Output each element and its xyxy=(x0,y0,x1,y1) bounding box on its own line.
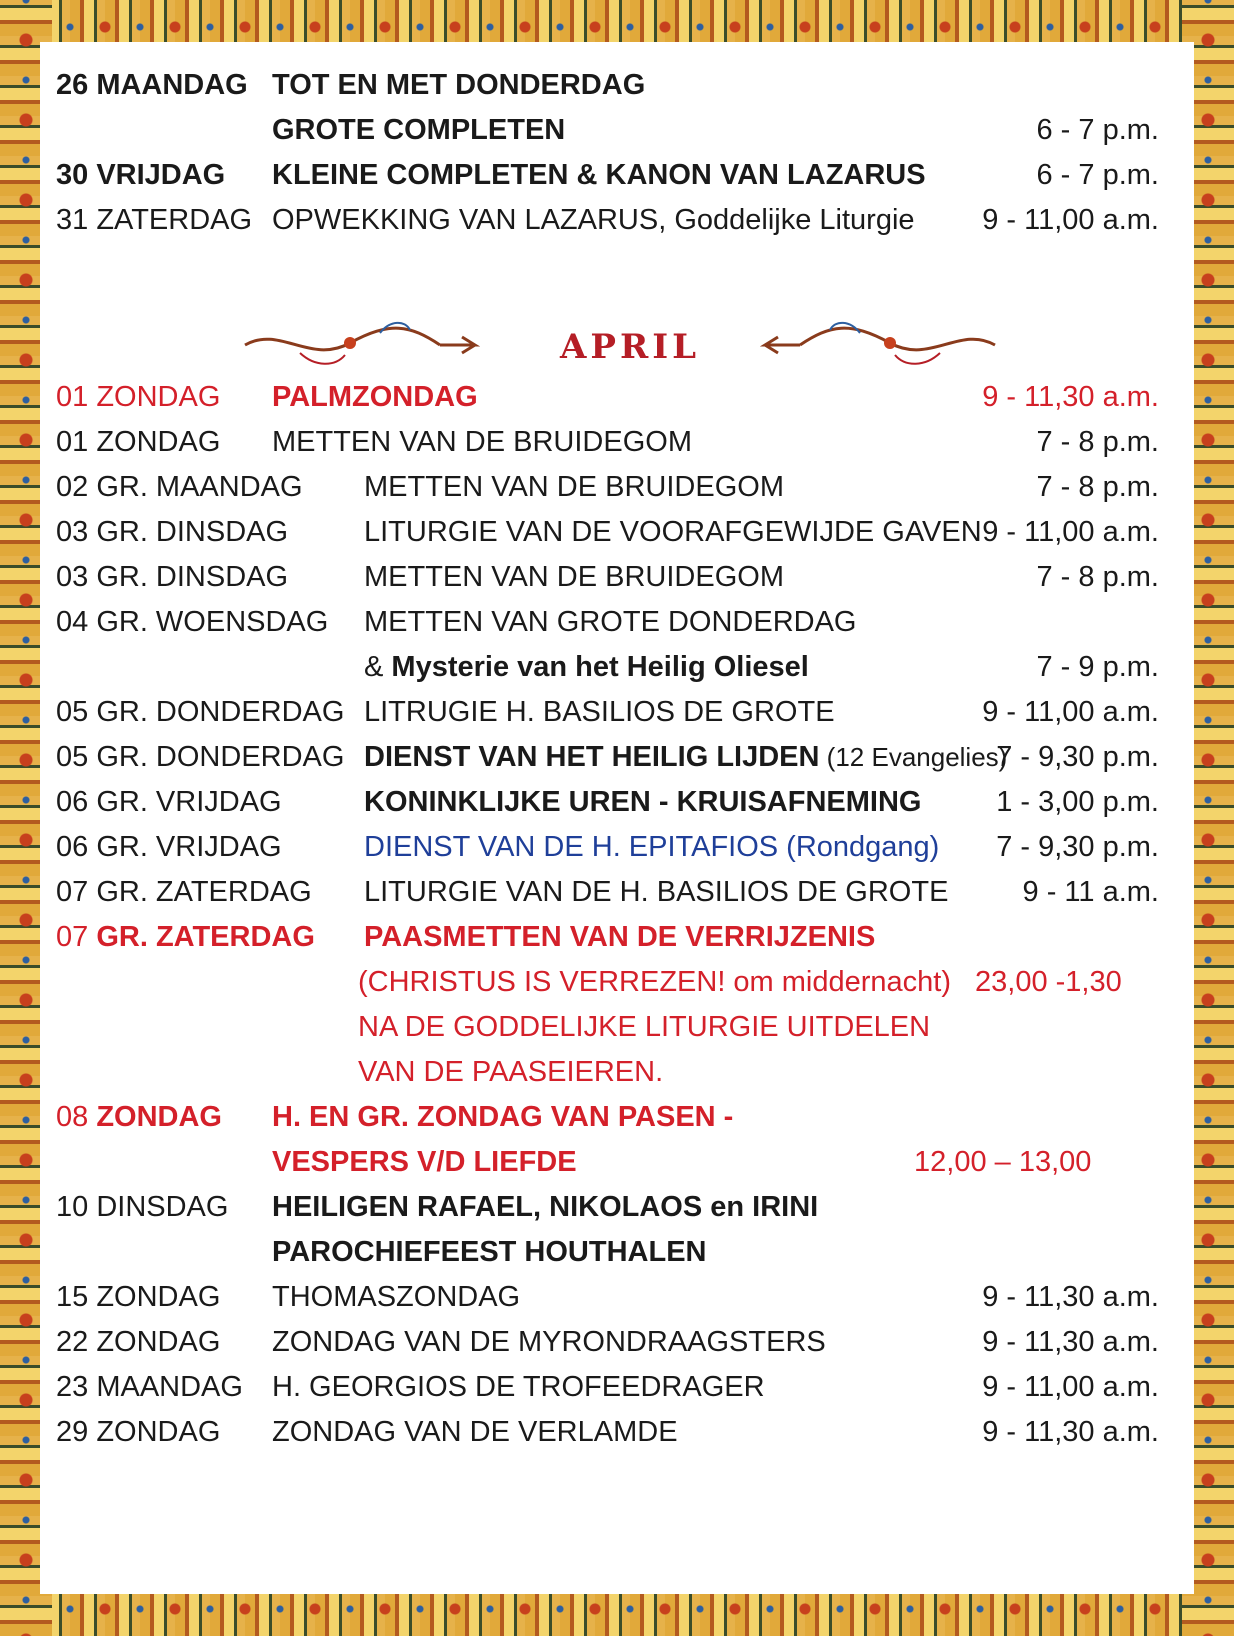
row-event xyxy=(364,647,809,687)
row-event-prefix: & xyxy=(364,651,392,683)
schedule-row xyxy=(0,1142,1234,1182)
row-event: NA DE GODDELIJKE LITURGIE UITDELEN xyxy=(358,1011,931,1043)
schedule-row xyxy=(0,1322,1234,1362)
row-time: 7 - 8 p.m. xyxy=(1036,561,1159,593)
row-event: GROTE COMPLETEN xyxy=(272,114,566,146)
row-event: METTEN VAN DE BRUIDEGOM xyxy=(364,471,784,503)
row-date: 10 DINSDAG xyxy=(56,1191,229,1223)
row-date: 22 ZONDAG xyxy=(56,1326,221,1358)
schedule-row xyxy=(0,467,1234,507)
row-time: 7 - 8 p.m. xyxy=(1036,426,1159,458)
row-event: DIENST VAN DE H. EPITAFIOS (Rondgang) xyxy=(364,831,940,863)
row-date: 06 GR. VRIJDAG xyxy=(56,831,282,863)
row-event: H. EN GR. ZONDAG VAN PASEN - xyxy=(272,1101,734,1133)
row-event: PALMZONDAG xyxy=(272,381,478,413)
row-time: 7 - 9,30 p.m. xyxy=(996,831,1159,863)
row-time: 9 - 11,00 a.m. xyxy=(982,1371,1159,1403)
row-time: 7 - 9,30 p.m. xyxy=(996,741,1159,773)
row-time: 9 - 11,30 a.m. xyxy=(982,1416,1159,1448)
row-time: 6 - 7 p.m. xyxy=(1036,114,1159,146)
row-date: 31 ZATERDAG xyxy=(56,204,253,236)
schedule-row xyxy=(0,1232,1234,1272)
schedule-row xyxy=(0,512,1234,552)
row-date-number: 08 xyxy=(56,1101,89,1133)
row-event: VAN DE PAASEIEREN. xyxy=(358,1056,664,1088)
row-date: 05 GR. DONDERDAG xyxy=(56,741,345,773)
row-date: 15 ZONDAG xyxy=(56,1281,221,1313)
schedule-row xyxy=(0,782,1234,822)
row-time: 9 - 11,00 a.m. xyxy=(982,696,1159,728)
row-date xyxy=(56,1097,222,1137)
row-event: THOMASZONDAG xyxy=(272,1281,521,1313)
row-date-number: 07 xyxy=(56,921,89,953)
schedule-row xyxy=(0,557,1234,597)
schedule-row xyxy=(0,647,1234,687)
schedule-row xyxy=(0,962,1234,1002)
schedule-row xyxy=(0,917,1234,957)
row-time: 9 - 11,30 a.m. xyxy=(982,381,1159,413)
schedule-row xyxy=(0,1412,1234,1452)
schedule-row xyxy=(0,737,1234,777)
schedule-row xyxy=(0,1052,1234,1092)
row-date: 03 GR. DINSDAG xyxy=(56,561,289,593)
schedule-row xyxy=(0,1367,1234,1407)
row-time: 1 - 3,00 p.m. xyxy=(996,786,1159,818)
row-date-day: ZONDAG xyxy=(96,1101,222,1133)
row-date: 06 GR. VRIJDAG xyxy=(56,786,282,818)
row-event-main: Mysterie van het Heilig Oliesel xyxy=(391,651,809,683)
schedule-row xyxy=(0,377,1234,417)
schedule-row xyxy=(0,200,1234,240)
row-time: 9 - 11,00 a.m. xyxy=(982,204,1159,236)
row-event: ZONDAG VAN DE MYRONDRAAGSTERS xyxy=(272,1326,826,1358)
row-date: 01 ZONDAG xyxy=(56,381,221,413)
schedule-row xyxy=(0,872,1234,912)
row-event: LITRUGIE H. BASILIOS DE GROTE xyxy=(364,696,835,728)
row-event: LITURGIE VAN DE VOORAFGEWIJDE GAVEN xyxy=(364,516,982,548)
schedule-row xyxy=(0,827,1234,867)
row-date: 07 GR. ZATERDAG xyxy=(56,876,312,908)
row-time: 7 - 9 p.m. xyxy=(1036,651,1159,683)
schedule-row xyxy=(0,155,1234,195)
row-time: 7 - 8 p.m. xyxy=(1036,471,1159,503)
row-event: VESPERS V/D LIEFDE xyxy=(272,1146,577,1178)
row-time: 9 - 11,30 a.m. xyxy=(982,1281,1159,1313)
left-flourish-ornament xyxy=(240,315,480,375)
row-event: METTEN VAN GROTE DONDERDAG xyxy=(364,606,857,638)
row-date: 26 MAANDAG xyxy=(56,69,248,101)
row-event: ZONDAG VAN DE VERLAMDE xyxy=(272,1416,678,1448)
row-date: 23 MAANDAG xyxy=(56,1371,243,1403)
schedule-row xyxy=(0,110,1234,150)
row-date: 03 GR. DINSDAG xyxy=(56,516,289,548)
row-event: PAASMETTEN VAN DE VERRIJZENIS xyxy=(364,921,876,953)
row-event: METTEN VAN DE BRUIDEGOM xyxy=(272,426,692,458)
schedule-row xyxy=(0,1187,1234,1227)
row-time: 23,00 -1,30 xyxy=(975,966,1122,998)
row-date: 29 ZONDAG xyxy=(56,1416,221,1448)
month-title: APRIL xyxy=(560,327,701,367)
row-event: LITURGIE VAN DE H. BASILIOS DE GROTE xyxy=(364,876,949,908)
row-date: 05 GR. DONDERDAG xyxy=(56,696,345,728)
schedule-row xyxy=(0,422,1234,462)
row-event: KONINKLIJKE UREN - KRUISAFNEMING xyxy=(364,786,922,818)
row-event: OPWEKKING VAN LAZARUS, Goddelijke Liturgie xyxy=(272,204,915,236)
row-time: 9 - 11,00 a.m. xyxy=(982,516,1159,548)
row-event: PAROCHIEFEEST HOUTHALEN xyxy=(272,1236,707,1268)
schedule-row xyxy=(0,1277,1234,1317)
row-time: 9 - 11 a.m. xyxy=(1022,876,1159,908)
row-time: 6 - 7 p.m. xyxy=(1036,159,1159,191)
right-flourish-ornament xyxy=(760,315,1000,375)
row-event-suffix: (12 Evangelies) xyxy=(819,742,1008,772)
schedule-row xyxy=(0,65,1234,105)
row-date: 01 ZONDAG xyxy=(56,426,221,458)
row-event: TOT EN MET DONDERDAG xyxy=(272,69,646,101)
row-date-day: GR. ZATERDAG xyxy=(96,921,315,953)
row-event: KLEINE COMPLETEN & KANON VAN LAZARUS xyxy=(272,159,926,191)
row-date: 30 VRIJDAG xyxy=(56,159,226,191)
schedule-row xyxy=(0,1007,1234,1047)
row-date xyxy=(56,917,315,957)
row-event-main: DIENST VAN HET HEILIG LIJDEN xyxy=(364,741,820,773)
row-date: 04 GR. WOENSDAG xyxy=(56,606,329,638)
schedule-row xyxy=(0,602,1234,642)
row-event: METTEN VAN DE BRUIDEGOM xyxy=(364,561,784,593)
row-time: 12,00 – 13,00 xyxy=(914,1146,1092,1178)
row-event: (CHRISTUS IS VERREZEN! om middernacht) xyxy=(358,966,952,998)
row-date: 02 GR. MAANDAG xyxy=(56,471,303,503)
row-event xyxy=(364,737,1007,777)
schedule-row xyxy=(0,692,1234,732)
row-time: 9 - 11,30 a.m. xyxy=(982,1326,1159,1358)
schedule-row xyxy=(0,1097,1234,1137)
row-event: HEILIGEN RAFAEL, NIKOLAOS en IRINI xyxy=(272,1191,819,1223)
row-event: H. GEORGIOS DE TROFEEDRAGER xyxy=(272,1371,765,1403)
month-heading xyxy=(0,315,1234,385)
